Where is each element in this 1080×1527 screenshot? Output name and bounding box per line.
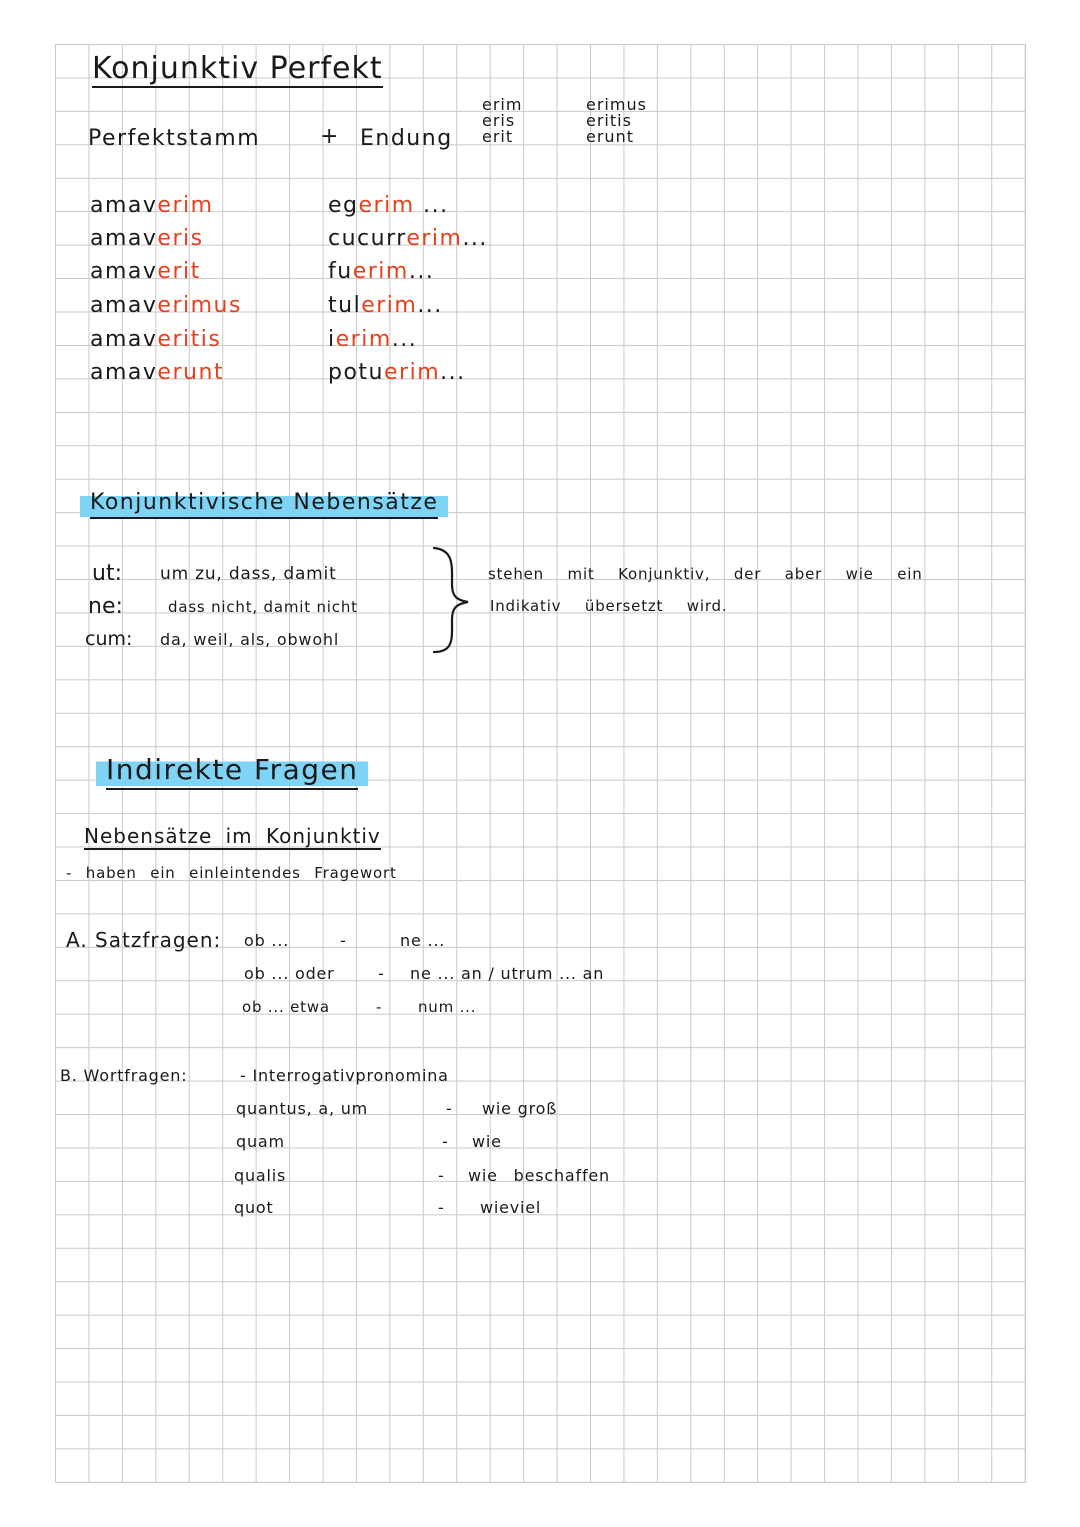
heading-text: Indirekte Fragen [106, 753, 358, 790]
amare-form-4: amaverimus [90, 293, 242, 318]
curly-brace [428, 544, 476, 656]
label-wortfragen: B. Wortfragen: [60, 1066, 188, 1085]
example-form-4: tulerim... [328, 293, 443, 318]
satzfrage-la-2: ne ... an / utrum ... an [410, 964, 605, 983]
conj-cum: cum: [85, 628, 133, 650]
example-form-1: egerim ... [328, 193, 449, 218]
satzfrage-de-1: ob ... [244, 931, 290, 950]
example-form-2: cucurrerim... [328, 226, 488, 251]
wortfrage-dash-3: - [438, 1166, 445, 1185]
subheading-nebensaetze: Nebensätze im Konjunktiv [84, 824, 381, 848]
heading-text: Konjunktivische Nebensätze [90, 490, 438, 519]
heading-konjunktivische-nebensaetze [80, 488, 448, 520]
ending-sg-1: erim [482, 95, 523, 114]
heading-indirekte-fragen [96, 752, 368, 790]
wortfragen-heading: - Interrogativpronomina [240, 1066, 449, 1085]
wortfrage-dash-2: - [442, 1132, 449, 1151]
satzfrage-dash-2: - [378, 964, 385, 983]
satzfrage-dash-1: - [340, 931, 347, 950]
heading-konjunktiv-perfekt: Konjunktiv Perfekt [92, 51, 383, 86]
wortfrage-de-3: wie beschaffen [468, 1166, 610, 1185]
wortfrage-la-2: quam [236, 1132, 285, 1151]
conj-ne: ne: [88, 594, 123, 619]
wortfrage-de-4: wieviel [480, 1198, 542, 1217]
satzfrage-dash-3: - [376, 998, 383, 1016]
conj-ut-meaning: um zu, dass, damit [160, 564, 337, 584]
wortfrage-dash-1: - [446, 1099, 453, 1118]
conj-cum-meaning: da, weil, als, obwohl [160, 630, 340, 649]
amare-form-1: amaverim [90, 193, 214, 218]
ending-sg-3: erit [482, 127, 514, 146]
note-line-1: stehen mit Konjunktiv, der aber wie ein [488, 565, 923, 583]
wortfrage-la-1: quantus, a, um [236, 1099, 369, 1118]
example-form-5: ierim... [328, 327, 418, 352]
satzfrage-la-3: num ... [418, 998, 477, 1016]
example-form-6: potuerim... [328, 360, 466, 385]
satzfrage-la-1: ne ... [400, 931, 446, 950]
wortfrage-la-3: qualis [234, 1166, 287, 1185]
ending-pl-3: erunt [586, 127, 634, 146]
endings-plural [586, 97, 647, 145]
formula-ending: Endung [360, 126, 453, 151]
satzfrage-de-2: ob ... oder [244, 964, 335, 983]
note-line-2: Indikativ übersetzt wird. [490, 597, 728, 615]
ending-pl-2: eritis [586, 111, 632, 130]
formula-stem: Perfektstamm [88, 126, 261, 151]
wortfrage-dash-4: - [438, 1198, 445, 1217]
amare-form-5: amaveritis [90, 327, 222, 352]
wortfrage-de-2: wie [472, 1132, 502, 1151]
amare-form-2: amaveris [90, 226, 204, 251]
wortfrage-de-1: wie groß [482, 1099, 558, 1118]
satzfrage-de-3: ob ... etwa [242, 998, 330, 1016]
example-form-3: fuerim... [328, 259, 435, 284]
label-satzfragen: A. Satzfragen: [66, 928, 222, 952]
formula-plus: + [320, 124, 340, 149]
amare-form-3: amaverit [90, 259, 201, 284]
ending-pl-1: erimus [586, 95, 647, 114]
conj-ut: ut: [92, 561, 122, 586]
endings-singular [482, 97, 522, 145]
wortfrage-la-4: quot [234, 1198, 274, 1217]
amare-form-6: amaverunt [90, 360, 225, 385]
bullet-fragewort: - haben ein einleintendes Fragewort [66, 864, 397, 882]
conj-ne-meaning: dass nicht, damit nicht [168, 598, 358, 616]
ending-sg-2: eris [482, 111, 516, 130]
